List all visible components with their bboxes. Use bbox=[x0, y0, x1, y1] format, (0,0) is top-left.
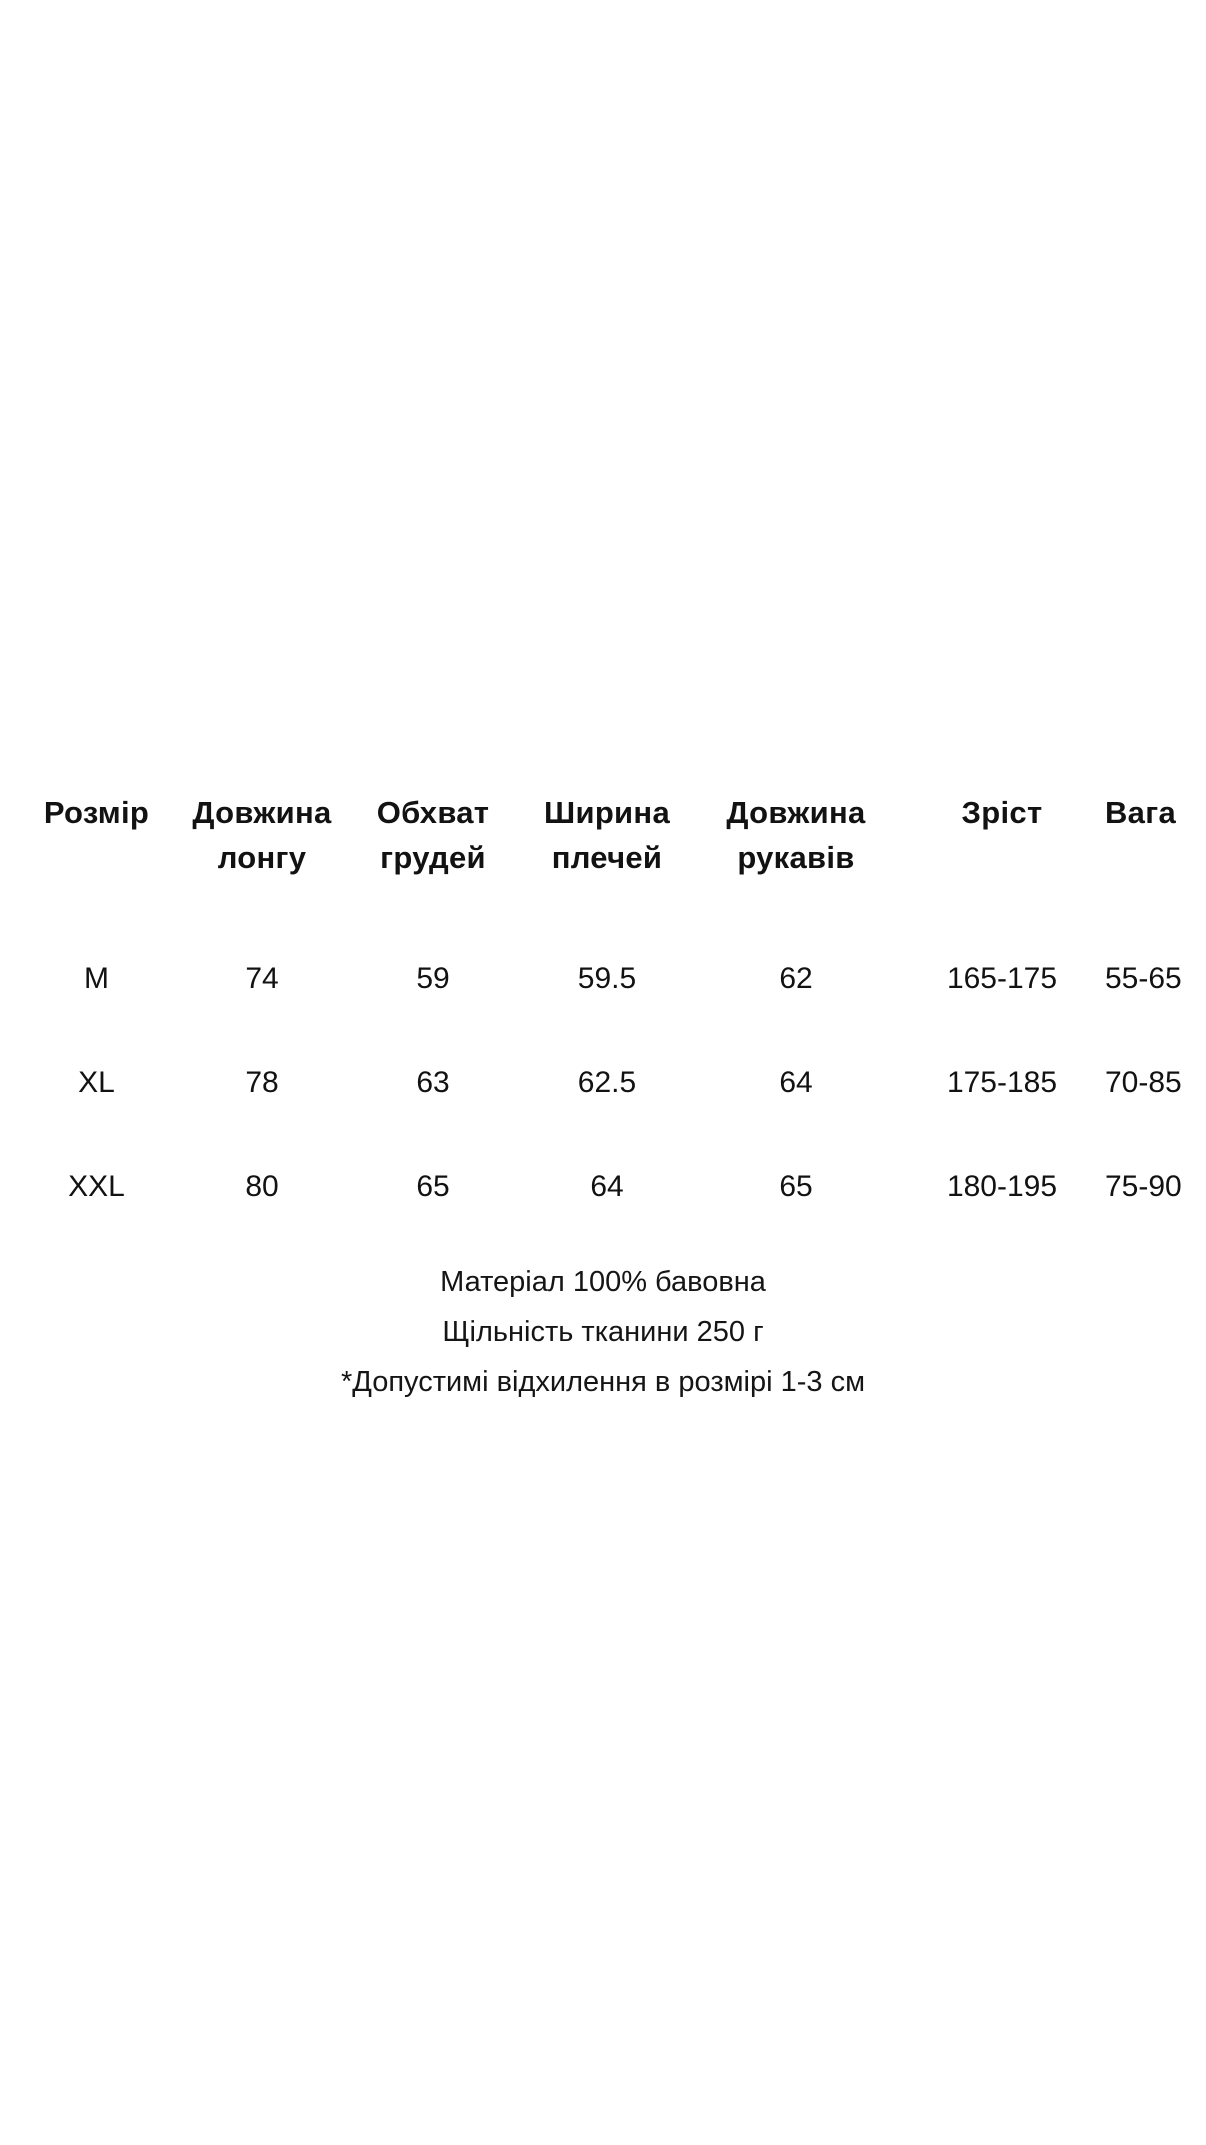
table-cell-sleeves: 64 bbox=[779, 1066, 813, 1099]
header-cell-sleeves bbox=[693, 790, 899, 880]
size-label: M bbox=[84, 962, 109, 995]
note-tolerance: *Допустимі відхилення в розмірі 1-3 см bbox=[340, 1366, 866, 1398]
header-label-line2: грудей bbox=[380, 840, 486, 875]
size-table bbox=[14, 790, 1182, 1209]
header-cell-shoulders bbox=[521, 790, 693, 880]
header-cell-long-length bbox=[179, 790, 345, 880]
header-cell-chest bbox=[345, 790, 521, 880]
table-row-m bbox=[14, 956, 1182, 1001]
table-cell-long-length: 78 bbox=[245, 1066, 279, 1099]
table-cell-weight: 55-65 bbox=[1105, 962, 1182, 995]
table-cell-height: 175-185 bbox=[946, 1066, 1058, 1099]
table-row-xxl bbox=[14, 1164, 1182, 1209]
table-cell-weight: 70-85 bbox=[1105, 1066, 1182, 1099]
table-cell-long-length: 80 bbox=[245, 1170, 279, 1203]
header-label: Вага bbox=[1105, 795, 1176, 830]
size-label: XL bbox=[78, 1066, 115, 1099]
header-label-line2: лонгу bbox=[217, 840, 307, 875]
table-cell-shoulders: 59.5 bbox=[577, 962, 637, 995]
table-cell-height: 165-175 bbox=[946, 962, 1058, 995]
table-cell-shoulders: 64 bbox=[590, 1170, 624, 1203]
table-cell-shoulders: 62.5 bbox=[577, 1066, 637, 1099]
header-label: Розмір bbox=[43, 795, 150, 830]
header-label-line2: плечей bbox=[551, 840, 663, 875]
table-cell-long-length: 74 bbox=[245, 962, 279, 995]
table-cell-chest: 65 bbox=[416, 1170, 450, 1203]
table-cell-sleeves: 62 bbox=[779, 962, 813, 995]
table-cell-sleeves: 65 bbox=[779, 1170, 813, 1203]
header-label: Ширина bbox=[544, 795, 670, 830]
header-label: Довжина bbox=[192, 795, 332, 830]
header-label: Зріст bbox=[961, 795, 1043, 830]
table-cell-chest: 59 bbox=[416, 962, 450, 995]
header-cell-weight bbox=[1105, 790, 1176, 880]
note-material: Матеріал 100% бавовна bbox=[440, 1266, 766, 1298]
table-header-row bbox=[14, 790, 1176, 880]
header-label-line2: рукавів bbox=[737, 840, 855, 875]
header-cell-size bbox=[14, 790, 179, 880]
header-label: Обхват bbox=[376, 795, 490, 830]
table-cell-chest: 63 bbox=[416, 1066, 450, 1099]
table-row-xl bbox=[14, 1060, 1182, 1105]
footnotes bbox=[0, 1257, 1206, 1407]
header-label: Довжина bbox=[726, 795, 866, 830]
header-cell-height bbox=[899, 790, 1105, 880]
note-fabric-density: Щільність тканини 250 г bbox=[442, 1316, 764, 1348]
table-cell-weight: 75-90 bbox=[1105, 1170, 1182, 1203]
table-cell-height: 180-195 bbox=[946, 1170, 1058, 1203]
size-label: XXL bbox=[68, 1170, 125, 1203]
